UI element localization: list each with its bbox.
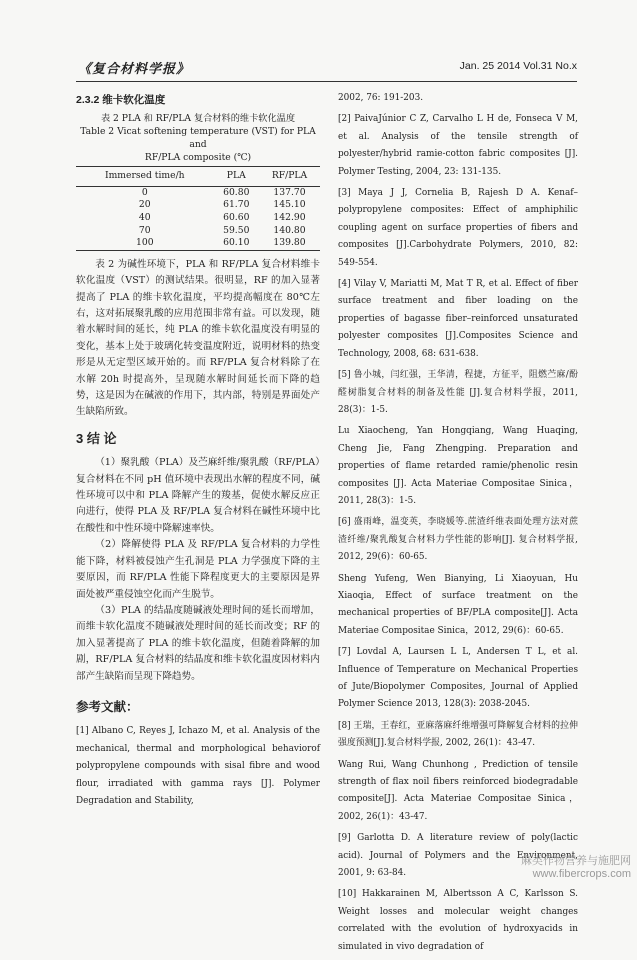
table-cell: 60.80 bbox=[223, 186, 250, 198]
table-header-cell: Immersed time/h bbox=[76, 167, 214, 186]
table-cell: 61.70 bbox=[223, 199, 250, 211]
left-column bbox=[76, 90, 320, 816]
watermark-name: 麻类作物营养与施肥网 bbox=[521, 855, 631, 867]
table-cell: 140.80 bbox=[273, 224, 306, 236]
reference-1: [1] Albano C, Reyes J, Ichazo M, et al. Analysis of the mechanical, thermal and morphological behaviorof polypropylene compounds with sisal fibre and wood flour, irradiated with gamma rays [J]. Polymer Degradation and Stability, bbox=[76, 726, 320, 806]
table-header-row bbox=[76, 167, 320, 186]
reference-8-en: Wang Rui, Wang Chunhong , Prediction of tensile strength of flax noil fibers reinforced biodegradable composite[J]. Acta Materiae Compositae Sinica，2002, 26(1)：43-47. bbox=[338, 759, 578, 822]
journal-title: 《复合材料学报》 bbox=[78, 62, 191, 77]
reference-10: [10] Hakkarainen M, Albertsson A C, Karlsson S. Weight losses and molecular weight changes correlated with the evolution of hydroxyacids in simulated in vivo degradation of bbox=[338, 889, 578, 952]
table-cell: 60.60 bbox=[223, 212, 250, 223]
table-cell: 40 bbox=[138, 212, 151, 223]
table-caption-en-1: Table 2 Vicat softening temperature (VST) for PLA and bbox=[80, 126, 316, 151]
reference-1-continued: 2002, 76: 191-203. bbox=[338, 93, 424, 103]
references-heading: 参考文献： bbox=[76, 699, 139, 714]
reference-4: [4] Vilay V, Mariatti M, Mat T R, et al. Effect of fiber surface treatment and fiber loading on the properties of bagasse fiber–reinforced unsaturated polyester composites [J].Composites Science and Technology, 2008, 68: 631-638. bbox=[338, 279, 578, 359]
table-cell: 20 bbox=[138, 199, 151, 211]
reference-5-cn: [5] 鲁小城，闫红强，王华清，程捷，方征平，阻燃苎麻/酚醛树脂复合材料的制备及性能 [J].复合材料学报，2011, 28(3)：1-5. bbox=[338, 370, 578, 415]
table-cell: 70 bbox=[138, 224, 151, 236]
table-caption-cn: 表 2 PLA 和 RF/PLA 复合材料的维卡软化温度 bbox=[100, 113, 296, 125]
table-cell: 145.10 bbox=[273, 199, 306, 211]
issue-info: Jan. 25 2014 Vol.31 No.x bbox=[459, 60, 577, 72]
conclusion-heading: 3 结 论 bbox=[76, 430, 117, 446]
header-rule bbox=[76, 81, 577, 82]
table-cell: 0 bbox=[141, 186, 148, 198]
table-row bbox=[76, 225, 320, 238]
table-cell: 60.10 bbox=[214, 237, 259, 250]
table-row bbox=[76, 212, 320, 225]
conclusion-item-3: （3）PLA 的结晶度随碱液处理时间的延长而增加，而维卡软化温度不随碱液处理时间的延长而改变；RF 的加入显著提高了 PLA 的维卡软化温度，但随着降解的加剧，RF/PLA 复合材料的结晶度和维卡软化温度因材料内部产生缺陷而呈现下降趋势。 bbox=[76, 604, 320, 682]
section-heading-2-3-2: 2.3.2 维卡软化温度 bbox=[76, 94, 166, 106]
table-row bbox=[76, 186, 320, 199]
table-cell: 139.80 bbox=[259, 237, 320, 250]
conclusion-item-2: （2）降解使得 PLA 及 RF/PLA 复合材料的力学性能下降，材料被侵蚀产生孔洞是 PLA 力学强度下降的主要原因，而 RF/PLA 性能下降程度更大的主要原因是界面处被严重侵蚀空化而产生脱节。 bbox=[76, 539, 320, 600]
table-cell: 137.70 bbox=[273, 186, 306, 198]
table-cell: 59.50 bbox=[223, 224, 250, 236]
reference-8-cn: [8] 王瑞，王春红，亚麻落麻纤维增强可降解复合材料的拉伸强度预测[J].复合材料学报, 2002, 26(1)：43-47. bbox=[338, 720, 578, 749]
vst-discussion-paragraph: 表 2 为碱性环境下，PLA 和 RF/PLA 复合材料维卡软化温度（VST）的测试结果。很明显，RF 的加入显著提高了 PLA 的维卡软化温度，平均提高幅度在 80℃左右，这对拓展聚乳酸的应用范围非常有益。可以发现，随着水解时间的延长，纯 PLA 的维卡软化温度没有明显的变化，基本上处于玻璃化转变温度附近，说明材料的热变形是从无定型区域开始的。而 RF/PLA 复合材料除了在水解 20h 时提高外，呈现随水解时间延长而下降的趋势，这是因为在碱液的作用下，其内部，特别是界面处产生缺陷所致。 bbox=[76, 258, 320, 418]
reference-6-cn: [6] 盛雨峰，温变英，李晓媛等.蔗渣纤维表面处理方法对蔗渣纤维/聚乳酸复合材料力学性能的影响[J]. 复合材料学报, 2012, 29(6)：60-65. bbox=[338, 517, 578, 563]
reference-3: [3] Maya J J, Cornelia B, Rajesh D A. Kenaf–polypropylene composites: Effect of amphiphilic coupling agent on surface properties of fibers and composites [J].Carbohydrate Polymers, 2010, 82: 549-554. bbox=[338, 188, 578, 268]
table-header-cell: RF/PLA bbox=[259, 167, 320, 186]
conclusion-item-1: （1）聚乳酸（PLA）及苎麻纤维/聚乳酸（RF/PLA）复合材料在不同 pH 值环境中表现出水解的程度不同，碱性环境可以中和 PLA 降解产生的羧基，促使水解反应正向进行，使得 PLA 及 RF/PLA 复合材料在碱性环境中比在酸性和中性环境中降解速率快。 bbox=[76, 457, 320, 534]
table-row bbox=[76, 199, 320, 212]
reference-6-en: Sheng Yufeng, Wen Bianying, Li Xiaoyuan, Hu Xiaoqia, Effect of surface treatment on the mechanical properties of BF/PLA composite[J]. Acta Materiae Compositae Sinica，2012, 29(6)：60-65. bbox=[338, 573, 578, 636]
table-cell: 100 bbox=[76, 237, 214, 250]
right-column bbox=[338, 90, 578, 960]
watermark-url: www.fibercrops.com bbox=[532, 868, 631, 880]
table-cell: 142.90 bbox=[273, 212, 306, 223]
vst-table bbox=[76, 166, 320, 250]
table-header-cell: PLA bbox=[214, 167, 259, 186]
table-caption-en-2: RF/PLA composite (℃) bbox=[144, 152, 252, 164]
reference-7: [7] Lovdal A, Laursen L L, Andersen T L, et al. Influence of Temperature on Mechanical Properties of Jute/Biopolymer Composites, Journal of Applied Polymer Science 2013, 128(3): 2038-2045. bbox=[338, 647, 578, 710]
watermark bbox=[521, 855, 631, 881]
reference-9: [9] Garlotta D. A literature review of poly(lactic acid). Journal of Polymers and the Environment, 2001, 9: 63-84. bbox=[338, 833, 578, 879]
reference-2: [2] PaivaJúnior C Z, Carvalho L H de, Fonseca V M, et al. Analysis of the tensile strength of polyester/hybrid ramie-cotton fabric composites [J]. Polymer Testing, 2004, 23: 131-135. bbox=[338, 114, 578, 177]
table-row bbox=[76, 237, 320, 250]
reference-5-en: Lu Xiaocheng, Yan Hongqiang, Wang Huaqing, Cheng Jie, Fang Zhengping. Preparation and properties of flame retarded ramie/phenolic resin composites [J]. Acta Materiae Compositae Sinica，2011, 28(3)：1-5. bbox=[338, 426, 578, 506]
